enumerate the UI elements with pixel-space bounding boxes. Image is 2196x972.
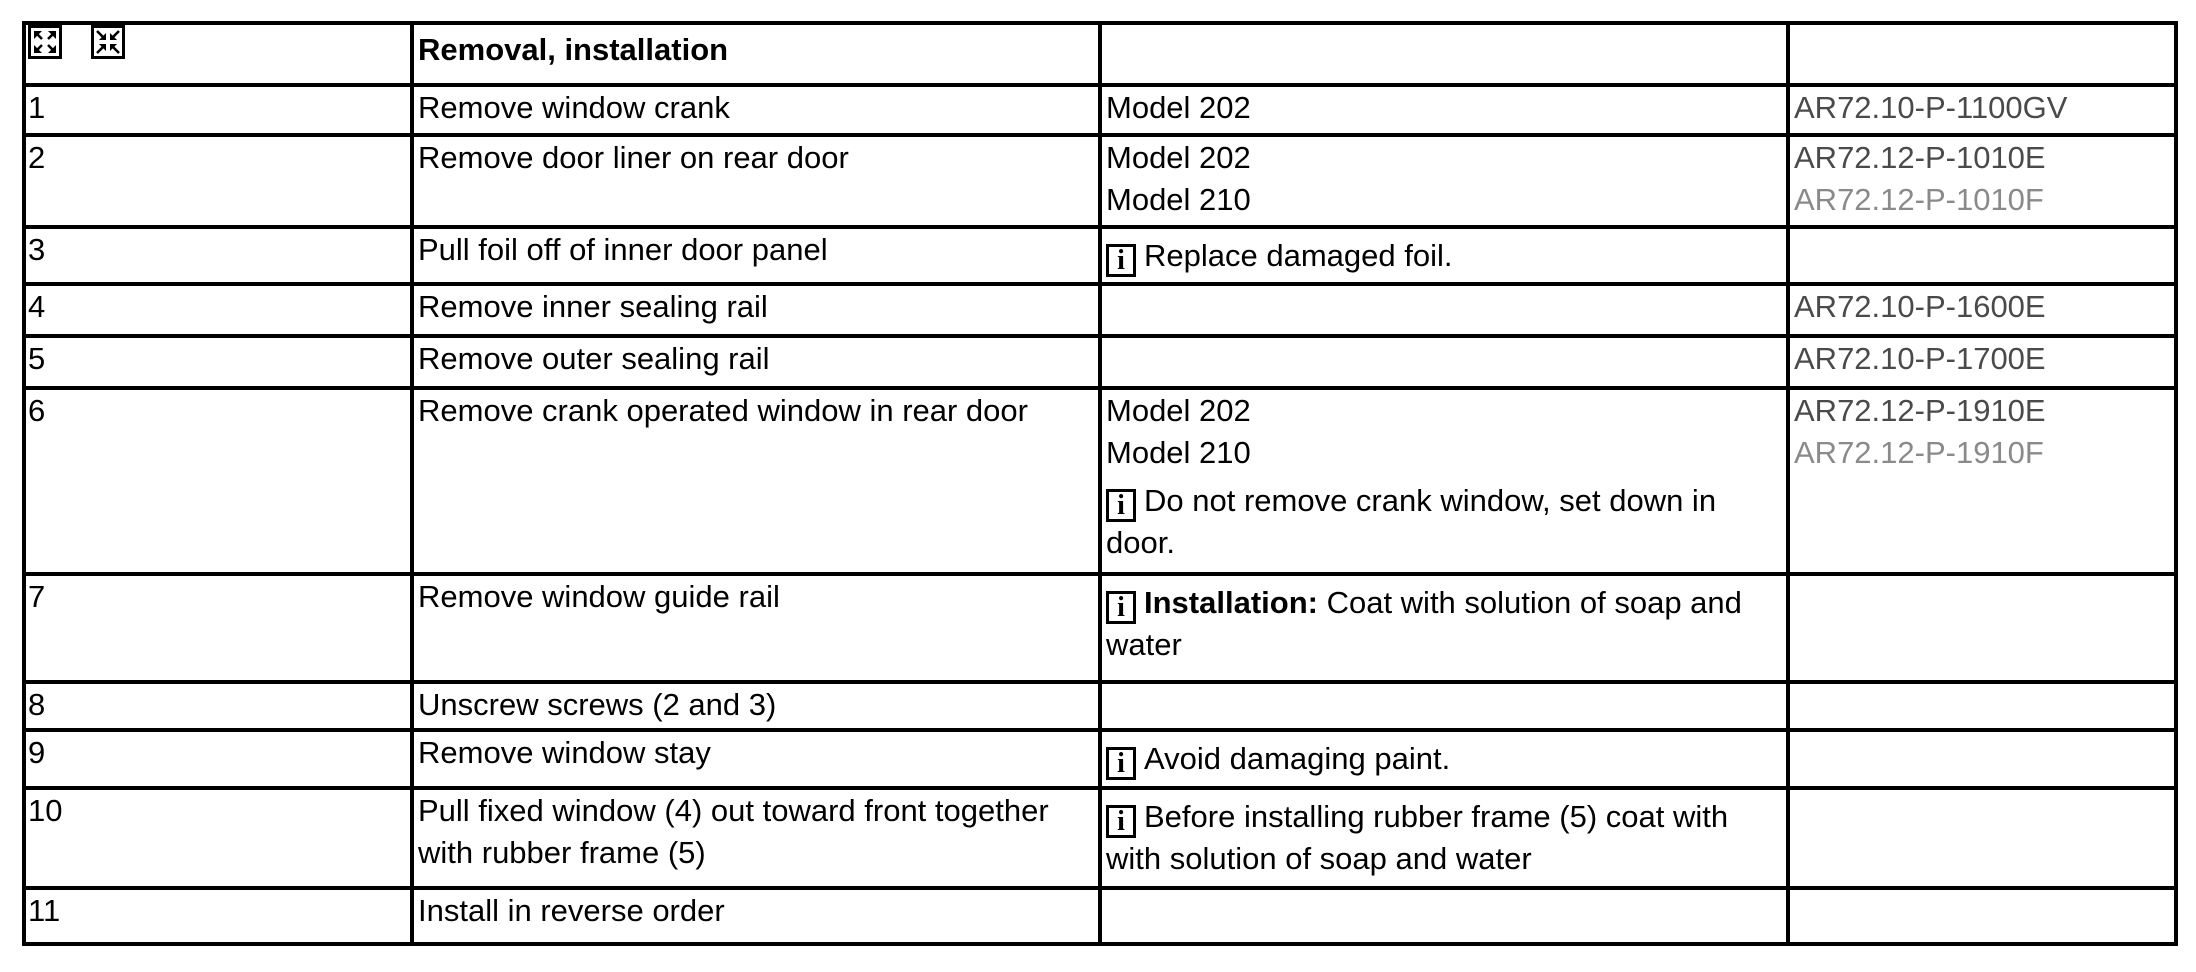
step-notes [1100, 888, 1788, 944]
header-empty-cell [1100, 23, 1788, 85]
collapse-icon[interactable] [91, 25, 125, 59]
header-title: Removal, installation [412, 23, 1100, 85]
table-row [24, 336, 2176, 388]
model-note: Model 202 [1106, 90, 1251, 125]
step-notes [1100, 730, 1788, 788]
reference-link[interactable]: AR72.12-P-1910F [1794, 435, 2044, 470]
table-row [24, 284, 2176, 336]
step-number: 2 [24, 135, 412, 227]
step-text: Remove window crank [412, 85, 1100, 135]
step-text: Remove outer sealing rail [412, 336, 1100, 388]
info-icon: i [1106, 805, 1136, 838]
step-text: Remove door liner on rear door [412, 135, 1100, 227]
reference-link[interactable]: AR72.12-P-1010F [1794, 182, 2044, 217]
model-note: Model 210 [1106, 182, 1251, 217]
header-row [24, 23, 2176, 85]
step-refs [1788, 284, 2176, 336]
step-number: 1 [24, 85, 412, 135]
reference-link[interactable]: AR72.12-P-1910E [1794, 393, 2046, 428]
step-text: Pull foil off of inner door panel [412, 227, 1100, 284]
reference-link[interactable]: AR72.10-P-1700E [1794, 341, 2046, 376]
step-refs [1788, 682, 2176, 730]
expand-icon[interactable] [28, 25, 62, 59]
step-number: 3 [24, 227, 412, 284]
info-note: i Before installing rubber frame (5) coat with with solution of soap and water [1106, 799, 1729, 876]
step-text: Remove inner sealing rail [412, 284, 1100, 336]
step-text: Remove window stay [412, 730, 1100, 788]
step-notes [1100, 85, 1788, 135]
table-row [24, 888, 2176, 944]
step-notes [1100, 284, 1788, 336]
step-refs [1788, 227, 2176, 284]
step-notes [1100, 135, 1788, 227]
reference-link[interactable]: AR72.10-P-1100GV [1794, 90, 2068, 125]
step-refs [1788, 388, 2176, 574]
header-icons-cell [24, 23, 412, 85]
table-row [24, 85, 2176, 135]
step-text: Unscrew screws (2 and 3) [412, 682, 1100, 730]
step-text: Remove window guide rail [412, 574, 1100, 682]
table-row [24, 227, 2176, 284]
info-icon: i [1106, 244, 1136, 277]
step-number: 10 [24, 788, 412, 888]
info-icon: i [1106, 591, 1136, 624]
step-number: 5 [24, 336, 412, 388]
procedure-table [22, 21, 2178, 946]
step-refs [1788, 336, 2176, 388]
step-text: Remove crank operated window in rear door [412, 388, 1100, 574]
table-row [24, 135, 2176, 227]
table-row [24, 788, 2176, 888]
step-number: 7 [24, 574, 412, 682]
info-note: i Replace damaged foil. [1106, 235, 1782, 277]
header-empty-cell [1788, 23, 2176, 85]
step-notes [1100, 682, 1788, 730]
step-number: 9 [24, 730, 412, 788]
model-note: Model 210 [1106, 435, 1251, 470]
table-row [24, 388, 2176, 574]
model-note: Model 202 [1106, 140, 1251, 175]
step-notes [1100, 574, 1788, 682]
step-notes [1100, 788, 1788, 888]
step-refs [1788, 85, 2176, 135]
step-number: 8 [24, 682, 412, 730]
info-note: i Avoid damaging paint. [1106, 738, 1782, 780]
step-refs [1788, 730, 2176, 788]
table-row [24, 730, 2176, 788]
step-refs [1788, 888, 2176, 944]
table-row [24, 574, 2176, 682]
step-number: 11 [24, 888, 412, 944]
step-refs [1788, 574, 2176, 682]
step-notes [1100, 388, 1788, 574]
info-icon: i [1106, 747, 1136, 780]
step-number: 6 [24, 388, 412, 574]
step-refs [1788, 135, 2176, 227]
table-row [24, 682, 2176, 730]
reference-link[interactable]: AR72.10-P-1600E [1794, 289, 2046, 324]
reference-link[interactable]: AR72.12-P-1010E [1794, 140, 2046, 175]
step-notes [1100, 336, 1788, 388]
info-note: i Installation: Coat with solution of soap and water [1106, 585, 1742, 662]
step-refs [1788, 788, 2176, 888]
step-text: Pull fixed window (4) out toward front together with rubber frame (5) [412, 788, 1100, 888]
model-note: Model 202 [1106, 393, 1251, 428]
step-notes [1100, 227, 1788, 284]
info-note: i Do not remove crank window, set down in door. [1106, 483, 1717, 560]
step-number: 4 [24, 284, 412, 336]
step-text: Install in reverse order [412, 888, 1100, 944]
info-icon: i [1106, 489, 1136, 522]
